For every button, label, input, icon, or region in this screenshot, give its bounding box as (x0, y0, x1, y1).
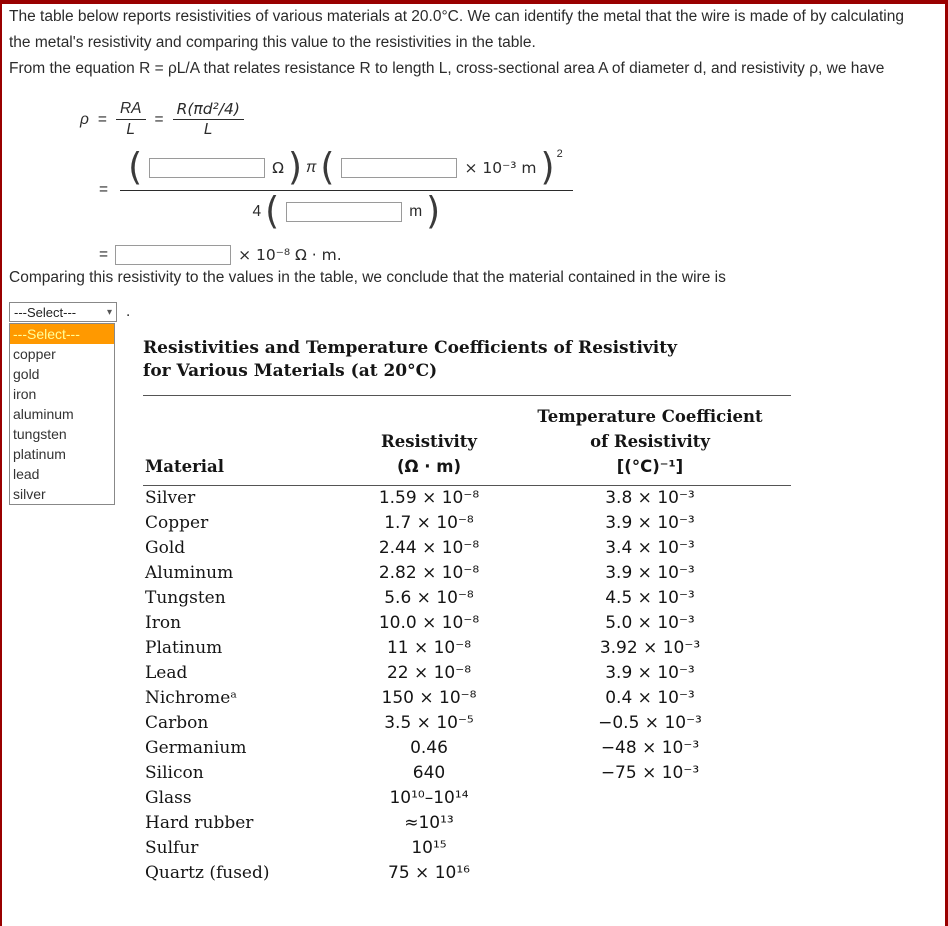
dropdown-option[interactable]: silver (13, 486, 46, 503)
text-segment: to length (370, 60, 439, 77)
text-segment: A (598, 60, 608, 77)
sentence-period: . (126, 303, 131, 321)
header-material: Material (143, 396, 349, 486)
table-row (143, 511, 791, 536)
squared-exponent: 2 (556, 148, 563, 160)
table-row (143, 661, 791, 686)
material-cell: Quartz (fused) (145, 863, 270, 884)
resistivity-cell: ≈10¹³ (404, 813, 454, 834)
material-cell: Sulfur (145, 838, 199, 859)
coefficient-cell: −75 × 10⁻³ (600, 763, 700, 784)
open-paren: ( (265, 190, 280, 234)
equals-sign: = (154, 110, 164, 128)
material-cell: Carbon (145, 713, 209, 734)
header-temp-coefficient: Temperature Coefficient of Resistivity [(°C)⁻¹] (509, 396, 791, 486)
resistivity-cell: 0.46 (410, 738, 448, 759)
intro-paragraph: The table below reports resistivities of various materials at 20.0°C. We can identify the metal that the wire is made of by calculating the metal's resistivity and comparing this value to the resistivities in the table. (9, 8, 904, 51)
resistivity-cell: 150 × 10⁻⁸ (381, 688, 477, 709)
header-resistivity: Resistivity (Ω · m) (349, 396, 509, 486)
rho-symbol: ρ (80, 110, 89, 128)
coefficient-cell: 3.4 × 10⁻³ (605, 538, 695, 559)
open-paren: ( (320, 145, 335, 189)
resistivity-cell: 22 × 10⁻⁸ (386, 663, 472, 684)
coefficient-cell (509, 861, 791, 886)
resistivity-cell: 1.7 × 10⁻⁸ (384, 513, 474, 534)
table-row (143, 536, 791, 561)
material-cell: Platinum (145, 638, 223, 659)
dropdown-and-table-region (2, 297, 945, 897)
dropdown-option[interactable]: tungsten (13, 426, 67, 443)
open-paren: ( (128, 145, 143, 189)
material-cell: Gold (145, 538, 186, 559)
text-segment: R (139, 60, 151, 77)
material-cell: Glass (145, 788, 192, 809)
chevron-down-icon: ▾ (106, 306, 112, 318)
equation-line-2 (99, 145, 945, 234)
resistivity-cell: 10¹⁵ (411, 838, 447, 859)
resistivity-cell: 2.82 × 10⁻⁸ (378, 563, 480, 584)
resistivity-cell: 5.6 × 10⁻⁸ (384, 588, 474, 609)
coefficient-cell: −48 × 10⁻³ (600, 738, 700, 759)
material-cell: Germanium (145, 738, 247, 759)
diameter-input[interactable] (341, 158, 457, 178)
equals-sign: = (99, 246, 109, 264)
big-fraction (120, 145, 573, 234)
coefficient-cell: 3.8 × 10⁻³ (605, 488, 695, 509)
table-row (143, 861, 791, 886)
table-title: Resistivities and Temperature Coefficients of Resistivity for Various Materials (at 20°C) (143, 338, 677, 382)
text-segment: that relates resistance (199, 60, 360, 77)
text-segment: L (438, 60, 448, 77)
fraction-rpid2-over-l: $\frac{\text{R(πd²/4)}}{L}$ (173, 100, 244, 139)
table-row (143, 686, 791, 711)
dropdown-option[interactable]: iron (13, 386, 37, 403)
text-segment: , we have (818, 60, 885, 77)
equation-line-1 (80, 100, 945, 139)
table-row (143, 636, 791, 661)
fraction-ra-over-l: $\frac{RA}{L}$ (116, 100, 146, 139)
material-cell: Silicon (145, 763, 204, 784)
resistivity-unit: × 10⁻⁸ Ω · m. (238, 246, 342, 265)
millimeter-unit: × 10⁻³ m (464, 159, 537, 178)
table-row (143, 586, 791, 611)
text-segment: R (359, 60, 371, 77)
table-row (143, 811, 791, 836)
resistivity-cell: 10¹⁰–10¹⁴ (389, 788, 469, 809)
coefficient-cell: 4.5 × 10⁻³ (605, 588, 695, 609)
dropdown-option[interactable]: platinum (13, 446, 66, 463)
material-cell: Iron (145, 613, 182, 634)
close-paren: ) (540, 145, 555, 189)
dropdown-option[interactable]: ---Select--- (10, 324, 114, 344)
material-select-value: ---Select--- (14, 304, 77, 320)
material-cell: Hard rubber (145, 813, 254, 834)
material-cell: Copper (145, 513, 209, 534)
text-segment: = (150, 60, 168, 77)
big-fraction-numerator (120, 145, 573, 190)
close-paren: ) (426, 190, 441, 234)
close-paren: ) (287, 145, 303, 189)
text-segment: , cross-sectional area (447, 60, 599, 77)
coefficient-cell: 3.9 × 10⁻³ (605, 513, 695, 534)
resistivity-cell: 3.5 × 10⁻⁵ (384, 713, 474, 734)
pi-symbol: π (306, 159, 317, 177)
dropdown-option[interactable]: aluminum (13, 406, 74, 423)
coefficient-cell: 0.4 × 10⁻³ (605, 688, 695, 709)
material-select[interactable] (9, 302, 117, 322)
resistivity-table (143, 337, 791, 886)
dropdown-option[interactable]: copper (13, 346, 56, 363)
equals-sign: = (97, 110, 107, 128)
resistivity-cell: 640 (412, 763, 446, 784)
table-row (143, 711, 791, 736)
table-row (143, 561, 791, 586)
resistivity-cell: 2.44 × 10⁻⁸ (378, 538, 480, 559)
resistance-input[interactable] (149, 158, 265, 178)
resistivity-cell: 10.0 × 10⁻⁸ (378, 613, 480, 634)
material-cell: Aluminum (145, 563, 234, 584)
coefficient-cell (509, 786, 791, 811)
text-segment: ρ (809, 60, 819, 77)
coefficient-cell: 5.0 × 10⁻³ (605, 613, 695, 634)
table-row (143, 486, 791, 512)
material-cell: Tungsten (145, 588, 226, 609)
ohm-unit: Ω (272, 159, 284, 178)
material-dropdown-list (9, 323, 115, 505)
table-row (143, 736, 791, 761)
length-input[interactable] (286, 202, 402, 222)
coefficient-cell: −0.5 × 10⁻³ (598, 713, 702, 734)
material-cell: Lead (145, 663, 188, 684)
table-row (143, 786, 791, 811)
text-segment: From the equation (9, 60, 140, 77)
big-fraction-denominator (252, 190, 441, 234)
resistivity-cell: 11 × 10⁻⁸ (386, 638, 472, 659)
material-cell: Silver (145, 488, 196, 509)
text-segment: , and resistivity (702, 60, 810, 77)
dropdown-option[interactable]: lead (13, 466, 40, 483)
text-segment: d (693, 60, 703, 77)
resistivity-cell: 75 × 10¹⁶ (388, 863, 470, 884)
coefficient-cell: 3.9 × 10⁻³ (605, 663, 695, 684)
material-cell: Nichromeᵃ (145, 688, 237, 709)
coefficient-cell: 3.9 × 10⁻³ (605, 563, 695, 584)
table-header-row (143, 396, 791, 486)
resistivity-result-input[interactable] (115, 245, 231, 265)
equation-intro-paragraph (2, 56, 932, 82)
coefficient-cell: 3.92 × 10⁻³ (599, 638, 701, 659)
text-segment: ρL (167, 60, 186, 77)
equation-line-3 (99, 245, 945, 265)
table-row (143, 761, 791, 786)
dropdown-option[interactable]: gold (13, 366, 40, 383)
resistivity-cell: 1.59 × 10⁻⁸ (378, 488, 480, 509)
coefficient-cell (509, 836, 791, 861)
coefficient-cell (509, 811, 791, 836)
conclusion-paragraph: Comparing this resistivity to the values in the table, we conclude that the material contained in the wire is (9, 269, 726, 287)
equals-sign: = (99, 181, 109, 199)
text-segment: A (189, 60, 200, 77)
text-segment: of diameter (607, 60, 694, 77)
four-coefficient: 4 (252, 203, 262, 221)
meter-unit: m (409, 203, 423, 221)
table-row (143, 611, 791, 636)
table-row (143, 836, 791, 861)
text-segment: / (185, 60, 190, 77)
